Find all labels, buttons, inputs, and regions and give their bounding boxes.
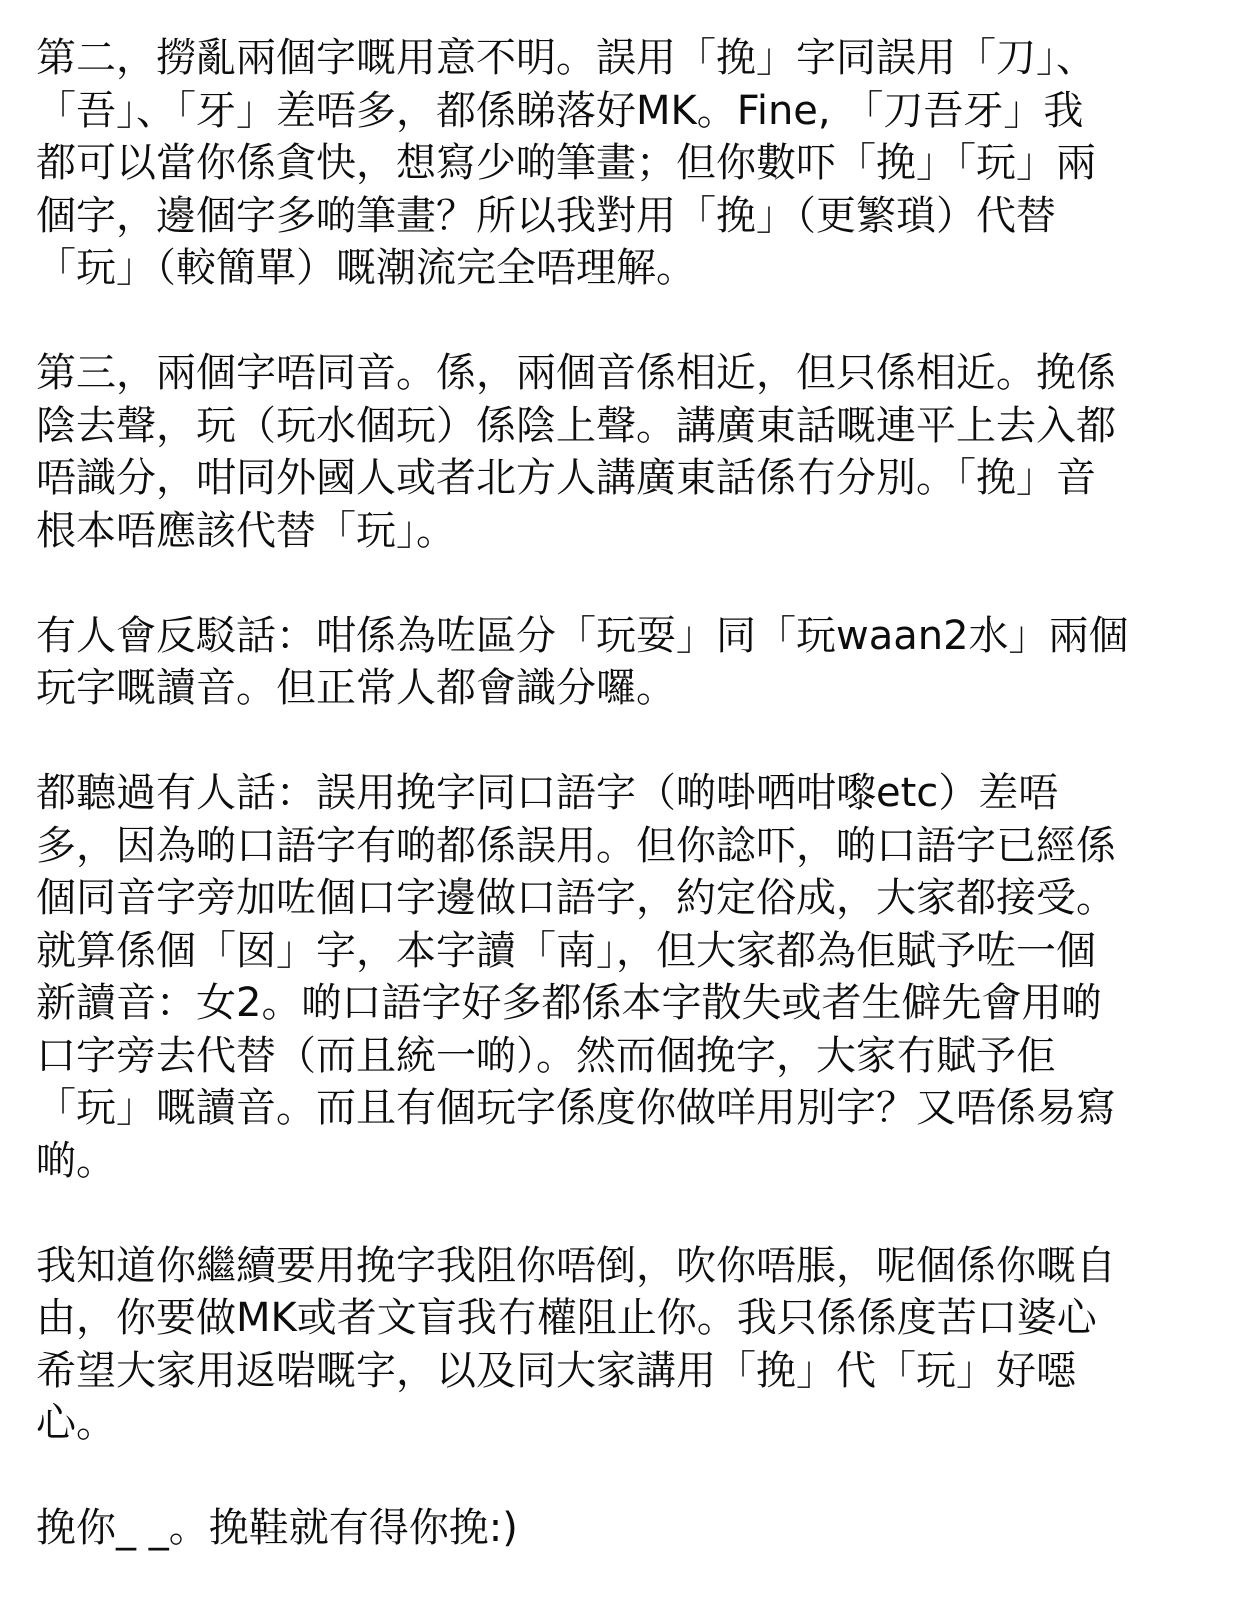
text-line: 新讀音：女2。啲口語字好多都係本字散失或者生僻先會用啲 <box>36 980 1102 1026</box>
text-line: 多，因為啲口語字有啲都係誤用。但你諗吓，啲口語字已經係 <box>36 822 1116 869</box>
post-body <box>36 32 1216 1607</box>
text-line: 第三，兩個字唔同音。係，兩個音係相近，但只係相近。挽係 <box>36 350 1116 396</box>
paragraph-3 <box>36 610 1216 715</box>
text-line: 「吾」、「牙」差唔多，都係睇落好MK。Fine, 「刀吾牙」我 <box>36 87 1084 134</box>
text-line: 唔識分，咁同外國人或者北方人講廣東話係冇分別。「挽」音 <box>36 455 1096 501</box>
text-line: 都可以當你係貪快，想寫少啲筆畫；但你數吓「挽」「玩」兩 <box>36 140 1096 186</box>
text-line: 根本唔應該代替「玩」。 <box>36 507 456 554</box>
text-line: 「玩」（較簡單）嘅潮流完全唔理解。 <box>36 245 696 291</box>
text-line: 我知道你繼續要用挽字我阻你唔倒，吹你唔脹，呢個係你嘅自 <box>36 1242 1116 1289</box>
text-line: 口字旁去代替（而且統一啲）。然而個挽字，大家冇賦予佢 <box>36 1032 1056 1079</box>
text-line: 有人會反駁話：咁係為咗區分「玩耍」同「玩waan2水」兩個 <box>36 612 1129 659</box>
paragraph-2 <box>36 347 1216 557</box>
text-line: 玩字嘅讀音。但正常人都會識分囉。 <box>36 665 676 711</box>
text-line: 「玩」嘅讀音。而且有個玩字係度你做咩用別字？又唔係易寫 <box>36 1085 1116 1131</box>
paragraph-1 <box>36 32 1216 295</box>
text-line: 個字，邊個字多啲筆畫？所以我對用「挽」（更繁瑣）代替 <box>36 192 1056 239</box>
text-line: 陰去聲，玩（玩水個玩）係陰上聲。講廣東話嘅連平上去入都 <box>36 402 1116 449</box>
text-line: 都聽過有人話：誤用挽字同口語字（啲啩哂咁嚟etc）差唔 <box>36 770 1059 816</box>
text-line: 由，你要做MK或者文盲我冇權阻止你。我只係係度苦口婆心 <box>36 1295 1097 1341</box>
text-line: 第二，撈亂兩個字嘅用意不明。誤用「挽」字同誤用「刀」、 <box>36 35 1096 81</box>
paragraph-4 <box>36 767 1216 1187</box>
text-line: 就算係個「囡」字，本字讀「南」，但大家都為佢賦予咗一個 <box>36 927 1096 974</box>
text-line: 個同音字旁加咗個口字邊做口語字，約定俗成，大家都接受。 <box>36 875 1116 921</box>
paragraph-6 <box>36 1502 1216 1555</box>
paragraph-5 <box>36 1240 1216 1450</box>
text-line: 希望大家用返啱嘅字，以及同大家講用「挽」代「玩」好噁 <box>36 1347 1076 1394</box>
text-line: 啲。 <box>36 1137 116 1184</box>
text-line: 心。 <box>36 1400 116 1446</box>
text-line: 挽你_ _。挽鞋就有得你挽:) <box>36 1505 518 1551</box>
